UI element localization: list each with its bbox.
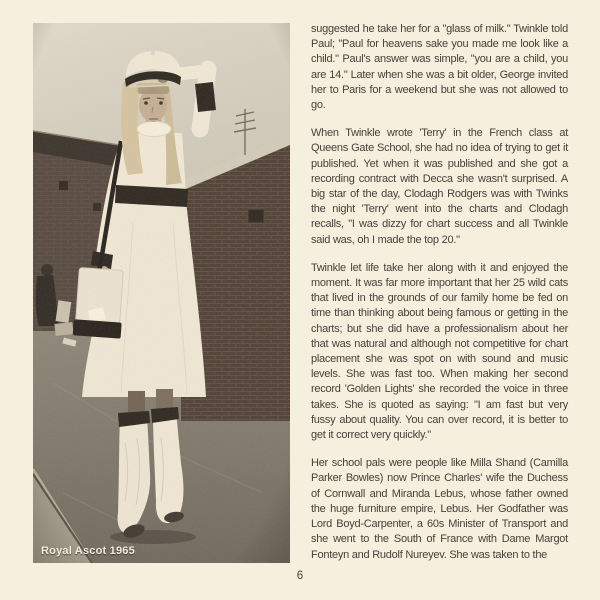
article-paragraph-3: Twinkle let life take her along with it and enjoyed the moment. It was far more important that her 25 wild cats that lived in the grounds of our family home be fed on time than thinking about being famous or getting in the charts; but she did have a professionalism about her that was natural and although not competitive for chart placement she was spot on with sound and music levels. She was fast too. When making her second record 'Golden Lights' she recorded the voice in three takes. She is quoted as saying: "I am fast but very fussy about quality. You can over record, it is better to get it correct very quickly." — [311, 261, 568, 442]
article-paragraph-2: When Twinkle wrote 'Terry' in the French class at Queens Gate School, she had no idea of trying to get it published. Yet when it was published and she got a recording contract with Decca she wasn't surprised. A big star of the day, Clodagh Rodgers was with Twinks the night 'Terry' went into the charts and Clodagh recalls, "I was dizzy for chart success and all Twinkle said was, oh I made the top 20." — [311, 127, 568, 246]
article-text — [311, 22, 568, 576]
photo-illustration — [33, 23, 290, 563]
article-paragraph-4: Her school pals were people like Milla Shand (Camilla Parker Bowles) now Prince Charles' wife the Duchess of Cornwall and Miranda Lebus, whose father owned the huge furniture empire, Lebus. Her Godfather was Lord Boyd-Carpenter, a 60s Minister of Transport and she went to the South of France with Dame Margot Fonteyn and Rudolf Nureyev. She was taken to the — [311, 457, 568, 561]
photograph — [33, 23, 290, 563]
photo-caption: Royal Ascot 1965 — [41, 545, 135, 557]
page-number: 6 — [296, 570, 304, 582]
article-paragraph-1: suggested he take her for a "glass of milk." Twinkle told Paul; "Paul for heavens sake you made me look like a child." Paul's answer was simple, "you are a child, you are 14." Later when she was a bit older, George invited her to Paris for a weekend but she was not allowed to go. — [311, 23, 568, 112]
